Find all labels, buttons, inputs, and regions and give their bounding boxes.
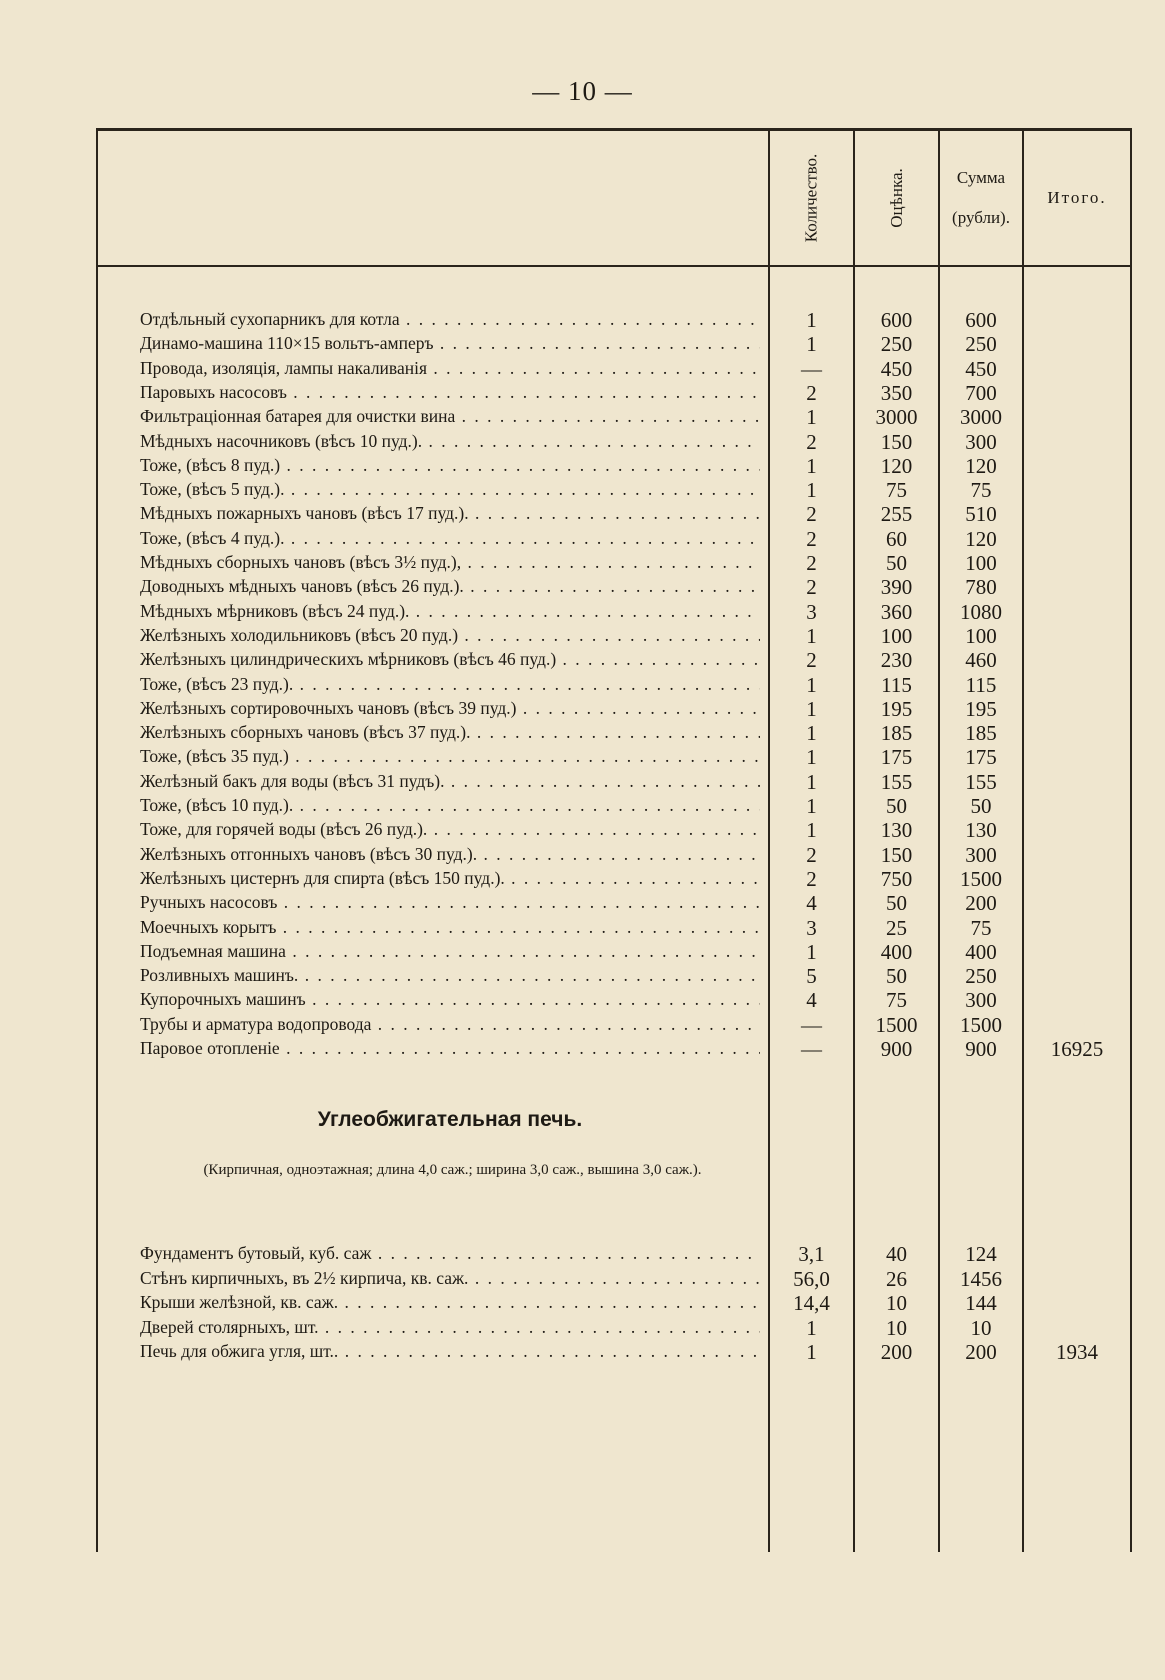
item-quantity: 1: [806, 721, 817, 746]
table-row: [96, 309, 1132, 335]
item-quantity: 1: [806, 1315, 817, 1340]
table-row: [96, 1038, 1132, 1064]
table-row: [96, 382, 1132, 408]
table-row: [96, 941, 1132, 967]
table-row: [96, 771, 1132, 797]
table-row: [96, 1243, 1132, 1269]
table-row: [96, 625, 1132, 651]
item-name: Желѣзныхъ холодильниковъ (вѣсъ 20 пуд.) . . .: [140, 625, 760, 646]
item-rate: 10: [886, 1291, 907, 1315]
item-quantity: 1: [806, 623, 817, 648]
item-rate: 150: [880, 842, 913, 867]
item-name: Тоже, (вѣсъ 4 пуд.). . . .: [140, 528, 760, 549]
item-rate: 100: [880, 623, 913, 648]
item-quantity: 3,1: [798, 1242, 825, 1266]
item-rate: 900: [880, 1037, 913, 1061]
item-sum: 124: [965, 1242, 997, 1266]
table-row: [96, 1268, 1132, 1294]
item-name: Печь для обжига угля, шт.. . . .: [140, 1341, 760, 1362]
item-rate: 150: [880, 429, 913, 454]
item-sum: 100: [965, 551, 997, 575]
item-rate: 195: [880, 696, 913, 721]
table-row: [96, 1292, 1132, 1318]
item-sum: 185: [965, 721, 997, 746]
item-name: Доводныхъ мѣдныхъ чановъ (вѣсъ 26 пуд.). . . .: [140, 576, 760, 597]
item-name: Паровыхъ насосовъ . . .: [140, 382, 760, 403]
item-quantity: —: [801, 1012, 822, 1037]
item-name: Желѣзныхъ цилиндрическихъ мѣрниковъ (вѣсъ 46 пуд.) . . .: [140, 649, 760, 670]
item-rate: 390: [880, 575, 913, 600]
item-quantity: 14,4: [793, 1291, 830, 1315]
table-row: [96, 358, 1132, 384]
item-rate: 185: [880, 721, 913, 746]
table-row: [96, 722, 1132, 748]
estimate-table: [96, 128, 1132, 1552]
item-name: Подъемная машина . . .: [140, 941, 760, 962]
item-sum: 200: [965, 891, 997, 916]
item-name: Желѣзныхъ сборныхъ чановъ (вѣсъ 37 пуд.). . . .: [140, 722, 760, 743]
table-row: [96, 868, 1132, 894]
item-sum: 155: [965, 769, 997, 794]
item-sum: 400: [965, 939, 997, 964]
item-name: Купорочныхъ машинъ . . .: [140, 989, 760, 1010]
table-row: [96, 989, 1132, 1015]
item-quantity: 2: [806, 866, 817, 891]
item-sum: 10: [970, 1315, 992, 1340]
item-rate: 50: [886, 794, 907, 818]
item-sum: 115: [965, 672, 997, 697]
item-sum: 250: [965, 332, 997, 357]
item-quantity: 1: [806, 1340, 817, 1364]
header-sum-line2: (рубли).: [952, 208, 1010, 227]
table-row: [96, 649, 1132, 675]
table-row: [96, 455, 1132, 481]
table-row: [96, 576, 1132, 602]
item-rate: 40: [886, 1242, 907, 1266]
item-name: Паровое отопленіе . . .: [140, 1038, 760, 1059]
item-rate: 3000: [875, 405, 918, 430]
item-quantity: 5: [806, 964, 817, 989]
item-name: Тоже, для горячей воды (вѣсъ 26 пуд.). . . .: [140, 819, 760, 840]
header-rate: Оцѣнка.: [886, 168, 906, 228]
item-sum: 700: [965, 380, 997, 405]
section-note: (Кирпичная, одноэтажная; длина 4,0 саж.; ширина 3,0 саж., вышина 3,0 саж.).: [203, 1162, 702, 1178]
item-quantity: 3: [806, 599, 817, 624]
item-rate: 175: [880, 745, 913, 770]
item-rate: 10: [886, 1315, 907, 1340]
item-quantity: 3: [806, 915, 817, 940]
item-sum: 600: [965, 308, 997, 332]
item-name: Стѣнъ кирпичныхъ, въ 2½ кирпича, кв. саж. . . .: [140, 1268, 760, 1289]
item-sum: 300: [965, 988, 997, 1013]
item-sum: 250: [965, 964, 997, 989]
item-rate: 115: [881, 672, 912, 697]
table-row: [96, 552, 1132, 578]
item-sum: 900: [965, 1037, 997, 1061]
item-quantity: 1: [806, 453, 817, 478]
item-sum: 120: [965, 453, 997, 478]
table-row: [96, 528, 1132, 554]
item-quantity: 1: [806, 769, 817, 794]
item-quantity: 1: [806, 405, 817, 430]
header-quantity: Количество.: [801, 153, 821, 243]
item-quantity: 4: [806, 988, 817, 1013]
item-sum: 75: [970, 915, 992, 940]
item-rate: 50: [886, 964, 907, 989]
table-row: [96, 503, 1132, 529]
item-sum: 130: [965, 818, 997, 843]
item-rate: 250: [880, 332, 913, 357]
item-rate: 75: [886, 988, 907, 1013]
item-name: Тоже, (вѣсъ 23 пуд.). . . .: [140, 674, 760, 695]
item-name: Динамо-машина 110×15 вольтъ-амперъ . . .: [140, 333, 760, 354]
item-quantity: —: [801, 1037, 822, 1061]
item-total: 1934: [1056, 1340, 1098, 1364]
item-quantity: 2: [806, 526, 817, 551]
item-name: Желѣзныхъ отгонныхъ чановъ (вѣсъ 30 пуд.). . . .: [140, 844, 760, 865]
table-row: [96, 892, 1132, 918]
item-rate: 60: [886, 526, 907, 551]
section-title: Углеобжигательная печь.: [317, 1108, 583, 1131]
table-row: [96, 1317, 1132, 1343]
item-name: Мѣдныхъ сборныхъ чановъ (вѣсъ 3½ пуд.), . . .: [140, 552, 760, 573]
item-sum: 450: [965, 356, 997, 381]
item-name: Мѣдныхъ пожарныхъ чановъ (вѣсъ 17 пуд.). . . .: [140, 503, 760, 524]
item-quantity: 1: [806, 745, 817, 770]
table-row: [96, 917, 1132, 943]
item-quantity: 2: [806, 429, 817, 454]
item-quantity: 2: [806, 842, 817, 867]
table-header-rule: [96, 265, 1132, 267]
item-sum: 195: [965, 696, 997, 721]
table-row: [96, 431, 1132, 457]
item-rate: 450: [880, 356, 913, 381]
item-sum: 300: [965, 429, 997, 454]
item-rate: 200: [880, 1340, 913, 1364]
item-name: Фильтраціонная батарея для очистки вина . . .: [140, 406, 760, 427]
table-row: [96, 479, 1132, 505]
item-name: Крыши желѣзной, кв. саж. . . .: [140, 1292, 760, 1313]
item-quantity: 1: [806, 939, 817, 964]
item-name: Мѣдныхъ насочниковъ (вѣсъ 10 пуд.). . . .: [140, 431, 760, 452]
item-name: Тоже, (вѣсъ 10 пуд.). . . .: [140, 795, 760, 816]
table-row: [96, 746, 1132, 772]
item-sum: 1500: [960, 1012, 1002, 1037]
item-quantity: 1: [806, 672, 817, 697]
item-rate: 130: [880, 818, 913, 843]
item-sum: 1500: [960, 866, 1002, 891]
table-row: [96, 406, 1132, 432]
item-name: Фундаментъ бутовый, куб. саж . . .: [140, 1243, 760, 1264]
header-total: Итого.: [1047, 188, 1107, 207]
item-sum: 144: [965, 1291, 997, 1315]
item-name: Провода, изоляція, лампы накаливанія . . .: [140, 358, 760, 379]
item-rate: 750: [880, 866, 913, 891]
item-sum: 50: [970, 794, 992, 818]
item-quantity: 2: [806, 502, 817, 527]
item-name: Тоже, (вѣсъ 5 пуд.). . . .: [140, 479, 760, 500]
table-row: [96, 965, 1132, 991]
item-name: Розливныхъ машинъ. . . .: [140, 965, 760, 986]
item-rate: 255: [880, 502, 913, 527]
item-name: Трубы и арматура водопровода . . .: [140, 1014, 760, 1035]
item-sum: 175: [965, 745, 997, 770]
item-name: Тоже, (вѣсъ 35 пуд.) . . .: [140, 746, 760, 767]
item-rate: 350: [880, 380, 913, 405]
item-sum: 1456: [960, 1266, 1002, 1291]
item-sum: 460: [965, 648, 997, 673]
item-rate: 600: [880, 308, 913, 332]
item-rate: 50: [886, 551, 907, 575]
table-row: [96, 844, 1132, 870]
item-rate: 26: [886, 1266, 907, 1291]
item-quantity: 1: [806, 818, 817, 843]
item-quantity: 1: [806, 332, 817, 357]
item-name: Желѣзный бакъ для воды (вѣсъ 31 пудъ). . . .: [140, 771, 760, 792]
item-sum: 510: [965, 502, 997, 527]
item-quantity: 1: [806, 794, 817, 818]
table-row: [96, 1341, 1132, 1367]
item-quantity: —: [801, 356, 822, 381]
item-total: 16925: [1050, 1037, 1104, 1061]
item-rate: 400: [880, 939, 913, 964]
item-rate: 155: [880, 769, 913, 794]
item-quantity: 4: [806, 891, 817, 916]
item-rate: 1500: [875, 1012, 918, 1037]
item-rate: 25: [886, 915, 907, 940]
item-rate: 75: [886, 478, 907, 503]
item-quantity: 1: [806, 696, 817, 721]
item-sum: 1080: [960, 599, 1002, 624]
item-name: Дверей столярныхъ, шт. . . .: [140, 1317, 760, 1338]
item-quantity: 56,0: [793, 1266, 830, 1291]
item-sum: 100: [965, 623, 997, 648]
item-rate: 120: [880, 453, 913, 478]
table-row: [96, 819, 1132, 845]
item-name: Желѣзныхъ цистернъ для спирта (вѣсъ 150 пуд.). . . .: [140, 868, 760, 889]
table-row: [96, 698, 1132, 724]
item-rate: 50: [886, 891, 907, 916]
item-name: Мѣдныхъ мѣрниковъ (вѣсъ 24 пуд.). . . .: [140, 601, 760, 622]
table-row: [96, 674, 1132, 700]
table-row: [96, 1014, 1132, 1040]
item-name: Моечныхъ корытъ . . .: [140, 917, 760, 938]
item-sum: 200: [965, 1340, 997, 1364]
item-sum: 3000: [960, 405, 1002, 430]
item-sum: 75: [970, 478, 992, 503]
table-row: [96, 601, 1132, 627]
header-sum: [940, 131, 1022, 265]
item-sum: 300: [965, 842, 997, 867]
item-quantity: 2: [806, 551, 817, 575]
table-row: [96, 795, 1132, 821]
item-sum: 780: [965, 575, 997, 600]
table-row: [96, 333, 1132, 359]
item-name: Тоже, (вѣсъ 8 пуд.) . . .: [140, 455, 760, 476]
item-rate: 230: [880, 648, 913, 673]
item-quantity: 2: [806, 575, 817, 600]
item-quantity: 1: [806, 308, 817, 332]
item-sum: 120: [965, 526, 997, 551]
item-name: Желѣзныхъ сортировочныхъ чановъ (вѣсъ 39 пуд.) . . .: [140, 698, 760, 719]
page-number: — 10 —: [532, 76, 633, 106]
item-quantity: 2: [806, 380, 817, 405]
item-name: Ручныхъ насосовъ . . .: [140, 892, 760, 913]
item-rate: 360: [880, 599, 913, 624]
item-quantity: 1: [806, 478, 817, 503]
item-quantity: 2: [806, 648, 817, 673]
item-name: Отдѣльный сухопарникъ для котла . . .: [140, 309, 760, 330]
header-sum-line1: Сумма: [956, 168, 1006, 187]
